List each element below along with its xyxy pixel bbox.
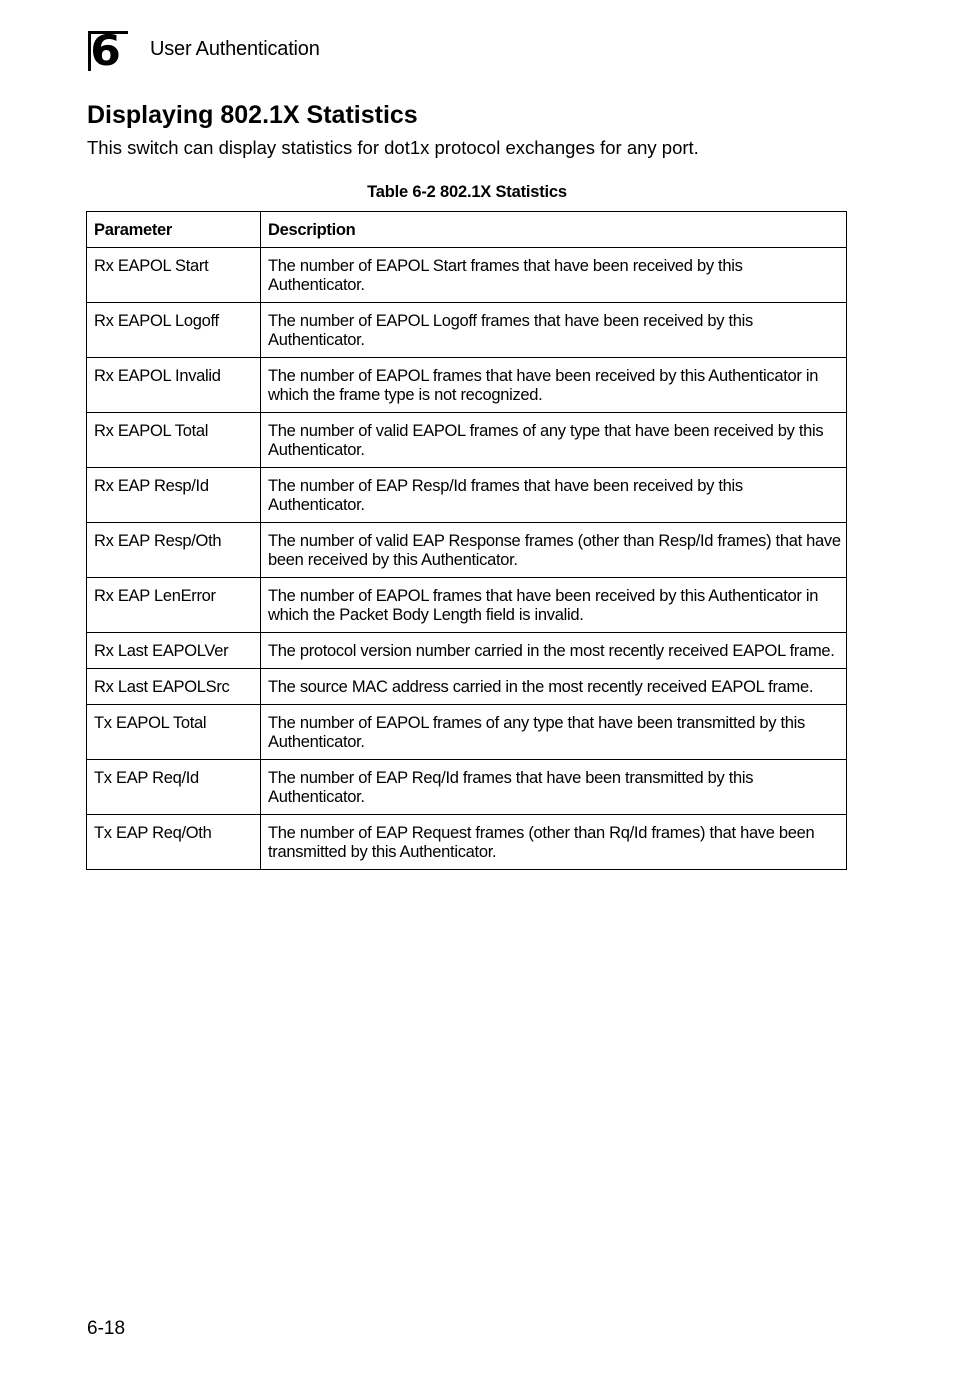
- description-cell: The number of EAP Resp/Id frames that have been received by this Authenticator.: [261, 468, 847, 523]
- table-row: [87, 760, 847, 815]
- parameter-cell: Rx EAPOL Total: [87, 413, 261, 468]
- chapter-title: User Authentication: [150, 38, 320, 60]
- table-header-row: [87, 212, 847, 248]
- description-cell: The number of EAP Request frames (other than Rq/Id frames) that have been transmitted by this Authenticator.: [261, 815, 847, 870]
- page-number: 6-18: [87, 1318, 126, 1339]
- parameter-cell: Rx EAP LenError: [87, 578, 261, 633]
- table-row: [87, 578, 847, 633]
- description-cell: The number of valid EAP Response frames (other than Resp/Id frames) that have been received by this Authenticator.: [261, 523, 847, 578]
- parameter-cell: Rx EAPOL Logoff: [87, 303, 261, 358]
- parameter-cell: Tx EAP Req/Oth: [87, 815, 261, 870]
- chapter-number-mark: [88, 26, 128, 75]
- description-cell: The source MAC address carried in the most recently received EAPOL frame.: [261, 669, 847, 705]
- parameter-cell: Rx Last EAPOLVer: [87, 633, 261, 669]
- table-row: [87, 413, 847, 468]
- parameter-cell: Rx Last EAPOLSrc: [87, 669, 261, 705]
- description-cell: The number of valid EAPOL frames of any type that have been received by this Authenticator.: [261, 413, 847, 468]
- table-row: [87, 815, 847, 870]
- description-cell: The number of EAPOL Logoff frames that have been received by this Authenticator.: [261, 303, 847, 358]
- table-row: [87, 633, 847, 669]
- description-cell: The protocol version number carried in the most recently received EAPOL frame.: [261, 633, 847, 669]
- table-caption: Table 6-2 802.1X Statistics: [367, 183, 567, 201]
- column-header-parameter: Parameter: [87, 212, 261, 248]
- table-row: [87, 303, 847, 358]
- parameter-cell: Tx EAP Req/Id: [87, 760, 261, 815]
- description-cell: The number of EAPOL frames that have been received by this Authenticator in which the frame type is not recognized.: [261, 358, 847, 413]
- parameter-cell: Tx EAPOL Total: [87, 705, 261, 760]
- column-header-description: Description: [261, 212, 847, 248]
- section-intro: This switch can display statistics for dot1x protocol exchanges for any port.: [87, 137, 699, 158]
- table-row: [87, 248, 847, 303]
- description-cell: The number of EAPOL frames that have been received by this Authenticator in which the Packet Body Length field is invalid.: [261, 578, 847, 633]
- description-cell: The number of EAPOL frames of any type that have been transmitted by this Authenticator.: [261, 705, 847, 760]
- parameter-cell: Rx EAPOL Invalid: [87, 358, 261, 413]
- description-cell: The number of EAP Req/Id frames that have been transmitted by this Authenticator.: [261, 760, 847, 815]
- table-row: [87, 468, 847, 523]
- parameter-cell: Rx EAP Resp/Oth: [87, 523, 261, 578]
- parameter-cell: Rx EAP Resp/Id: [87, 468, 261, 523]
- table-row: [87, 705, 847, 760]
- statistics-table: [86, 211, 847, 870]
- parameter-cell: Rx EAPOL Start: [87, 248, 261, 303]
- table-row: [87, 669, 847, 705]
- table-row: [87, 523, 847, 578]
- chapter-number: 6: [90, 26, 121, 75]
- table-row: [87, 358, 847, 413]
- section-heading: Displaying 802.1X Statistics: [87, 101, 418, 129]
- description-cell: The number of EAPOL Start frames that have been received by this Authenticator.: [261, 248, 847, 303]
